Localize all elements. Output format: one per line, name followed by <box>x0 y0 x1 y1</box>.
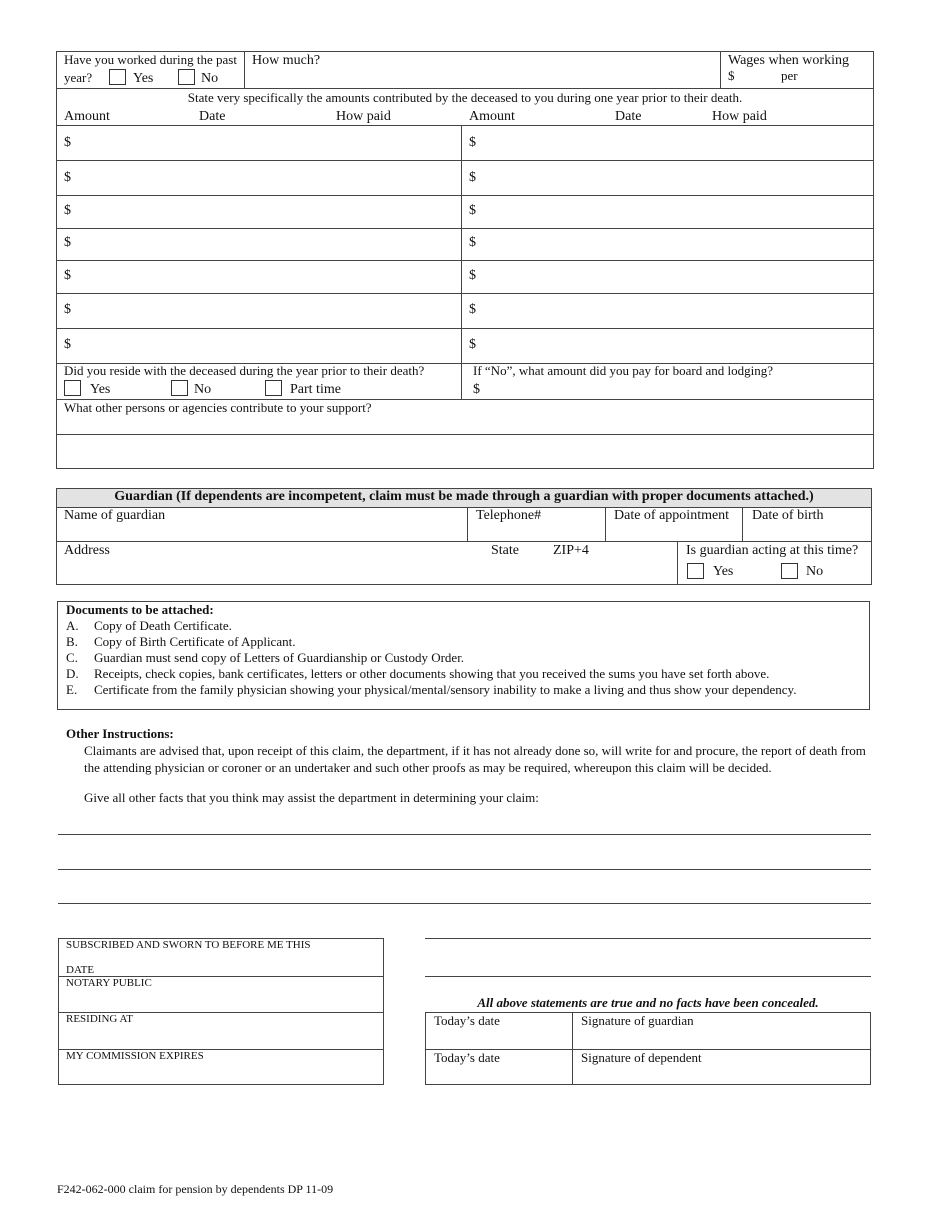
notary-residing-label: RESIDING AT <box>66 1013 133 1025</box>
document-letter: A. <box>66 618 79 633</box>
certification-statement: All above statements are true and no facts have been concealed. <box>477 995 819 1010</box>
reside-part-time-checkbox[interactable] <box>265 380 282 396</box>
guardian-zip-label: ZIP+4 <box>553 543 589 558</box>
amount-header-left: Amount <box>64 109 110 124</box>
form-id-footer: F242-062-000 claim for pension by dependents DP 11-09 <box>57 1182 334 1196</box>
divider <box>56 160 874 161</box>
worked-question-line1: Have you worked during the past <box>64 52 237 67</box>
guardian-todays-date-label: Today’s date <box>434 1013 500 1028</box>
contribution-amount-field[interactable]: $ <box>469 302 476 317</box>
document-item: Copy of Death Certificate. <box>94 618 232 633</box>
notary-public-label: NOTARY PUBLIC <box>66 977 152 989</box>
facts-line[interactable] <box>58 903 871 904</box>
contributions-heading: State very specifically the amounts contributed by the deceased to you during one year prior to their death. <box>187 90 743 105</box>
contribution-amount-field[interactable]: $ <box>64 235 71 250</box>
document-item: Receipts, check copies, bank certificates, letters or other documents showing that you received the sums you have set forth above. <box>94 666 770 681</box>
worked-question-line2: year? <box>64 70 93 85</box>
guardian-acting-yes-checkbox[interactable] <box>687 563 704 579</box>
signature-line[interactable] <box>425 976 871 977</box>
guardian-telephone-label: Telephone# <box>476 508 542 523</box>
divider <box>605 507 606 541</box>
divider <box>56 541 872 542</box>
divider <box>56 507 872 508</box>
reside-no-label: No <box>194 382 212 397</box>
contribution-amount-field[interactable]: $ <box>64 302 71 317</box>
divider <box>677 541 678 585</box>
divider <box>56 434 874 435</box>
reside-no-checkbox[interactable] <box>171 380 188 396</box>
document-item: Copy of Birth Certificate of Applicant. <box>94 634 296 649</box>
documents-title: Documents to be attached: <box>66 602 214 617</box>
document-letter: B. <box>66 634 78 649</box>
divider <box>56 88 874 89</box>
reside-part-time-label: Part time <box>290 382 341 397</box>
facts-line[interactable] <box>58 869 871 870</box>
worked-no-label: No <box>201 71 219 86</box>
document-letter: D. <box>66 666 79 681</box>
worked-yes-label: Yes <box>133 71 154 86</box>
contribution-amount-field[interactable]: $ <box>469 135 476 150</box>
guardian-acting-label: Is guardian acting at this time? <box>686 543 859 558</box>
guardian-header: Guardian (If dependents are incompetent, claim must be made through a guardian with proper documents attached.) <box>114 489 814 504</box>
wages-label: Wages when working <box>728 53 849 68</box>
guardian-birth-label: Date of birth <box>752 508 824 523</box>
divider <box>56 328 874 329</box>
dependent-todays-date-label: Today’s date <box>434 1050 500 1065</box>
divider <box>742 507 743 541</box>
contribution-amount-field[interactable]: $ <box>64 337 71 352</box>
other-support-question: What other persons or agencies contribute to your support? <box>64 400 372 415</box>
reside-yes-label: Yes <box>90 382 111 397</box>
reside-yes-checkbox[interactable] <box>64 380 81 396</box>
divider <box>56 125 874 126</box>
divider <box>56 195 874 196</box>
wages-per: per <box>781 68 798 83</box>
contribution-amount-field[interactable]: $ <box>64 135 71 150</box>
instructions-title: Other Instructions: <box>66 726 174 741</box>
guardian-address-label: Address <box>64 543 110 558</box>
facts-line[interactable] <box>58 834 871 835</box>
divider <box>467 507 468 541</box>
notary-date-label: DATE <box>66 964 95 976</box>
date-header-right: Date <box>615 109 642 124</box>
contribution-amount-field[interactable]: $ <box>469 170 476 185</box>
contribution-amount-field[interactable]: $ <box>469 203 476 218</box>
document-letter: E. <box>66 682 78 697</box>
date-header-left: Date <box>199 109 226 124</box>
instructions-facts-prompt: Give all other facts that you think may assist the department in determining your claim: <box>84 790 539 805</box>
board-question: If “No”, what amount did you pay for board and lodging? <box>473 363 774 378</box>
guardian-acting-no-checkbox[interactable] <box>781 563 798 579</box>
divider <box>56 228 874 229</box>
document-item: Guardian must send copy of Letters of Guardianship or Custody Order. <box>94 650 465 665</box>
board-amount-field[interactable]: $ <box>473 382 480 397</box>
contribution-amount-field[interactable]: $ <box>64 268 71 283</box>
worked-yes-checkbox[interactable] <box>109 69 126 85</box>
worked-no-checkbox[interactable] <box>178 69 195 85</box>
divider <box>720 51 721 88</box>
document-letter: C. <box>66 650 78 665</box>
reside-question: Did you reside with the deceased during the year prior to their death? <box>64 363 425 378</box>
guardian-name-label: Name of guardian <box>64 508 166 523</box>
wages-dollar: $ <box>728 68 735 83</box>
guardian-appointment-label: Date of appointment <box>614 508 730 523</box>
how-paid-header-right: How paid <box>712 109 767 124</box>
amount-header-right: Amount <box>469 109 515 124</box>
guardian-state-label: State <box>491 543 519 558</box>
guardian-acting-yes-label: Yes <box>713 564 734 579</box>
how-paid-header-left: How paid <box>336 109 391 124</box>
contribution-amount-field[interactable]: $ <box>469 268 476 283</box>
contribution-amount-field[interactable]: $ <box>64 170 71 185</box>
contribution-amount-field[interactable]: $ <box>469 337 476 352</box>
document-item: Certificate from the family physician showing your physical/mental/sensory inability to make a living and thus show your dependency. <box>94 682 797 697</box>
notary-subscribed-label: SUBSCRIBED AND SWORN TO BEFORE ME THIS <box>66 939 311 951</box>
signature-guardian-label: Signature of guardian <box>581 1013 694 1028</box>
divider <box>244 51 245 88</box>
contribution-amount-field[interactable]: $ <box>469 235 476 250</box>
how-much-label: How much? <box>252 53 321 68</box>
signature-line[interactable] <box>425 938 871 939</box>
notary-commission-label: MY COMMISSION EXPIRES <box>66 1050 204 1062</box>
signature-dependent-label: Signature of dependent <box>581 1050 702 1065</box>
divider <box>56 260 874 261</box>
divider <box>461 125 462 399</box>
instructions-paragraph: Claimants are advised that, upon receipt of this claim, the department, if it has not already done so, will write for and procure, the report of death from the attending physician or coroner or an undertaker and such other proofs as may be required, whereupon this claim will be decided. <box>84 743 866 775</box>
guardian-acting-no-label: No <box>806 564 824 579</box>
divider <box>56 293 874 294</box>
contribution-amount-field[interactable]: $ <box>64 203 71 218</box>
